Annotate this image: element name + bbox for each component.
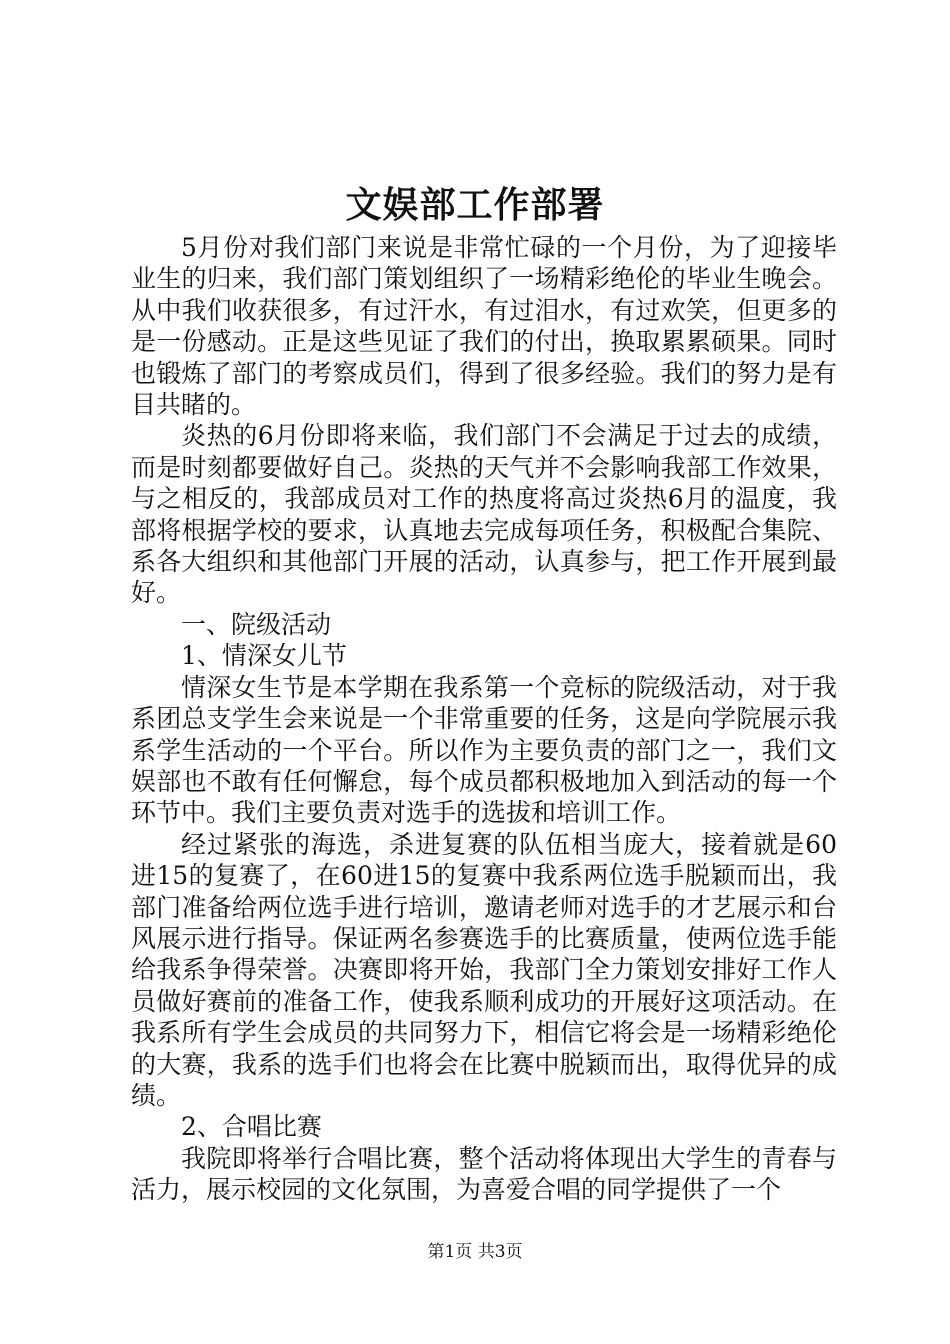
page-number-footer: 第1页 共3页: [427, 1242, 523, 1262]
paragraph-girls-day-intro: 情深女生节是本学期在我系第一个竞标的院级活动，对于我系团总支学生会来说是一个非常重要的任务，这是向学院展示我系学生活动的一个平台。所以作为主要负责的部门之一，我们文娱部也不敢有任何懈怠，每个成员都积极地加入到活动的每一个环节中。我们主要负责对选手的选拔和培训工作。: [131, 672, 837, 828]
document-body: [131, 232, 837, 1206]
paragraph-choir-contest: 我院即将举行合唱比赛，整个活动将体现出大学生的青春与活力，展示校园的文化氛围，为喜爱合唱的同学提供了一个: [131, 1143, 837, 1205]
section-heading-college-activities: 一、院级活动: [181, 609, 332, 639]
document-title: 文娱部工作部署: [345, 184, 605, 226]
paragraph-june-plan: 炎热的6月份即将来临，我们部门不会满足于过去的成绩，而是时刻都要做好自己。炎热的天气并不会影响我部工作效果，与之相反的，我部成员对工作的热度将高过炎热6月的温度，我部将根据学校的要求，认真地去完成每项任务，积极配合集院、系各大组织和其他部门开展的活动，认真参与，把工作开展到最好。: [131, 421, 837, 608]
paragraph-may-summary: 5月份对我们部门来说是非常忙碌的一个月份，为了迎接毕业生的归来，我们部门策划组织了一场精彩绝伦的毕业生晚会。从中我们收获很多，有过汗水，有过泪水，有过欢笑，但更多的是一份感动。正是这些见证了我们的付出，换取累累硕果。同时也锻炼了部门的考察成员们，得到了很多经验。我们的努力是有目共睹的。: [131, 233, 837, 420]
subsection-heading-choir-contest: 2、合唱比赛: [181, 1112, 322, 1142]
subsection-heading-girls-day: 1、情深女儿节: [181, 641, 347, 671]
paragraph-girls-day-progress: 经过紧张的海选，杀进复赛的队伍相当庞大，接着就是60进15的复赛了，在60进15的复赛中我系两位选手脱颖而出，我部门准备给两位选手进行培训，邀请老师对选手的才艺展示和台风展示进行指导。保证两名参赛选手的比赛质量，使两位选手能给我系争得荣誉。决赛即将开始，我部门全力策划安排好工作人员做好赛前的准备工作，使我系顺利成功的开展好这项活动。在我系所有学生会成员的共同努力下，相信它将会是一场精彩绝伦的大赛，我系的选手们也将会在比赛中脱颖而出，取得优异的成绩。: [131, 829, 837, 1110]
